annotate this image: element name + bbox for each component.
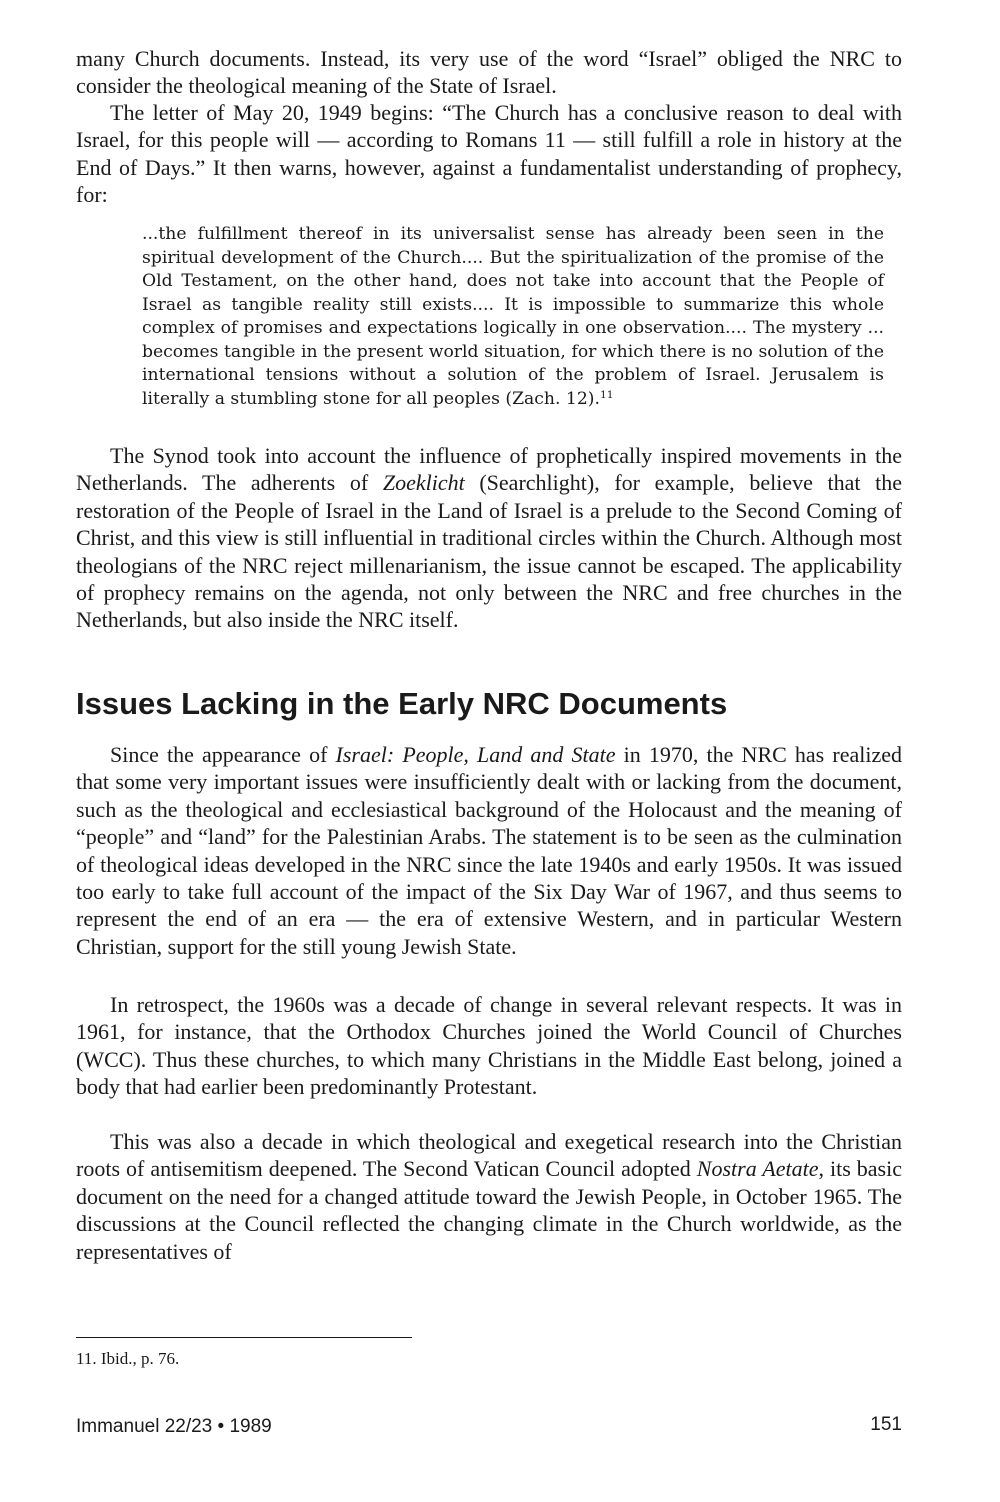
italic-title: Nostra Aetate — [696, 1156, 819, 1182]
paragraph-continued — [76, 45, 902, 100]
paragraph-letter — [76, 99, 902, 209]
paragraph-text: Since the appearance of — [110, 742, 336, 767]
paragraph-synod — [76, 442, 902, 634]
paragraph-text: The Synod took into account the influence of prophetically inspired movements in the Netherlands. The adherents of — [76, 443, 902, 496]
paragraph-retrospect — [76, 991, 902, 1101]
footnote-divider — [76, 1337, 412, 1338]
paragraph-text: in 1970, the NRC has realized that some very important issues were insufficiently dealt with or lacking from the document, such as the theological and ecclesiastical background of the Holocaust and the meaning of “people” and “land” for the Palestinian Arabs. The statement is to be seen as the culmination of theological ideas developed in the NRC since the late 1940s and early 1950s. It was issued too early to take full account of the impact of the Six Day War of 1967, and thus seems to represent the end of an era — the era of extensive Western, and in particular Western Christian, support for the still young Jewish State. — [76, 742, 902, 959]
page-number: 151 — [870, 1414, 902, 1435]
paragraph-appearance — [76, 741, 902, 960]
paragraph-text: many Church documents. Instead, its very use of the word “Israel” obliged the NRC to consider the theological meaning of the State of Israel. — [76, 46, 902, 99]
paragraph-text: The letter of May 20, 1949 begins: “The Church has a conclusive reason to deal with Israel, for this people will — according to Romans 11 — still fulfill a role in history at the End of Days.” It then warns, however, against a fundamentalist understanding of prophecy, for: — [76, 100, 902, 208]
section-heading: Issues Lacking in the Early NRC Documents — [76, 686, 728, 721]
block-quote — [142, 223, 884, 411]
paragraph-text: , its basic document on the need for a changed attitude toward the Jewish People, in October 1965. The discussions at the Council reflected the changing climate in the Church worldwide, as the representatives of — [76, 1156, 902, 1264]
quote-text: ...the fulfillment thereof in its universalist sense has already been seen in the spiritual development of the Church.... But the spiritualization of the promise of the Old Testament, on the other hand, does not take into account that the People of Israel as tangible reality still exists.... It is impossible to summarize this whole complex of promises and expectations logically in one observation.... The mystery ... becomes tangible in the present world situation, for which there is no solution of the international tensions without a solution of the problem of Israel. Jerusalem is literally a stumbling stone for all peoples (Zach. 12). — [142, 224, 884, 409]
paragraph-text: (Searchlight), for example, believe that the restoration of the People of Israel in the Land of Israel is a prelude to the Second Coming of Christ, and this view is still influential in traditional circles within the Church. Although most theologians of the NRC reject millenarianism, the issue cannot be escaped. The applicability of prophecy remains on the agenda, not only between the NRC and free churches in the Netherlands, but also inside the NRC itself. — [76, 470, 902, 633]
paragraph-text: In retrospect, the 1960s was a decade of change in several relevant respects. It was in 1961, for instance, that the Orthodox Churches joined the World Council of Churches (WCC). Thus these churches, to which many Christians in the Middle East belong, joined a body that had earlier been predominantly Protestant. — [76, 992, 902, 1100]
journal-footer: Immanuel 22/23 • 1989 — [76, 1416, 272, 1437]
paragraph-decade — [76, 1128, 902, 1265]
footnote-reference: 11 — [599, 387, 614, 401]
paragraph-text: This was also a decade in which theological and exegetical research into the Christian roots of antisemitism deepened. The Second Vatican Council adopted — [76, 1129, 902, 1182]
italic-title: Zoeklicht — [382, 470, 465, 496]
footnote: 11. Ibid., p. 76. — [76, 1349, 180, 1368]
italic-title: Israel: People, Land and State — [335, 742, 616, 767]
